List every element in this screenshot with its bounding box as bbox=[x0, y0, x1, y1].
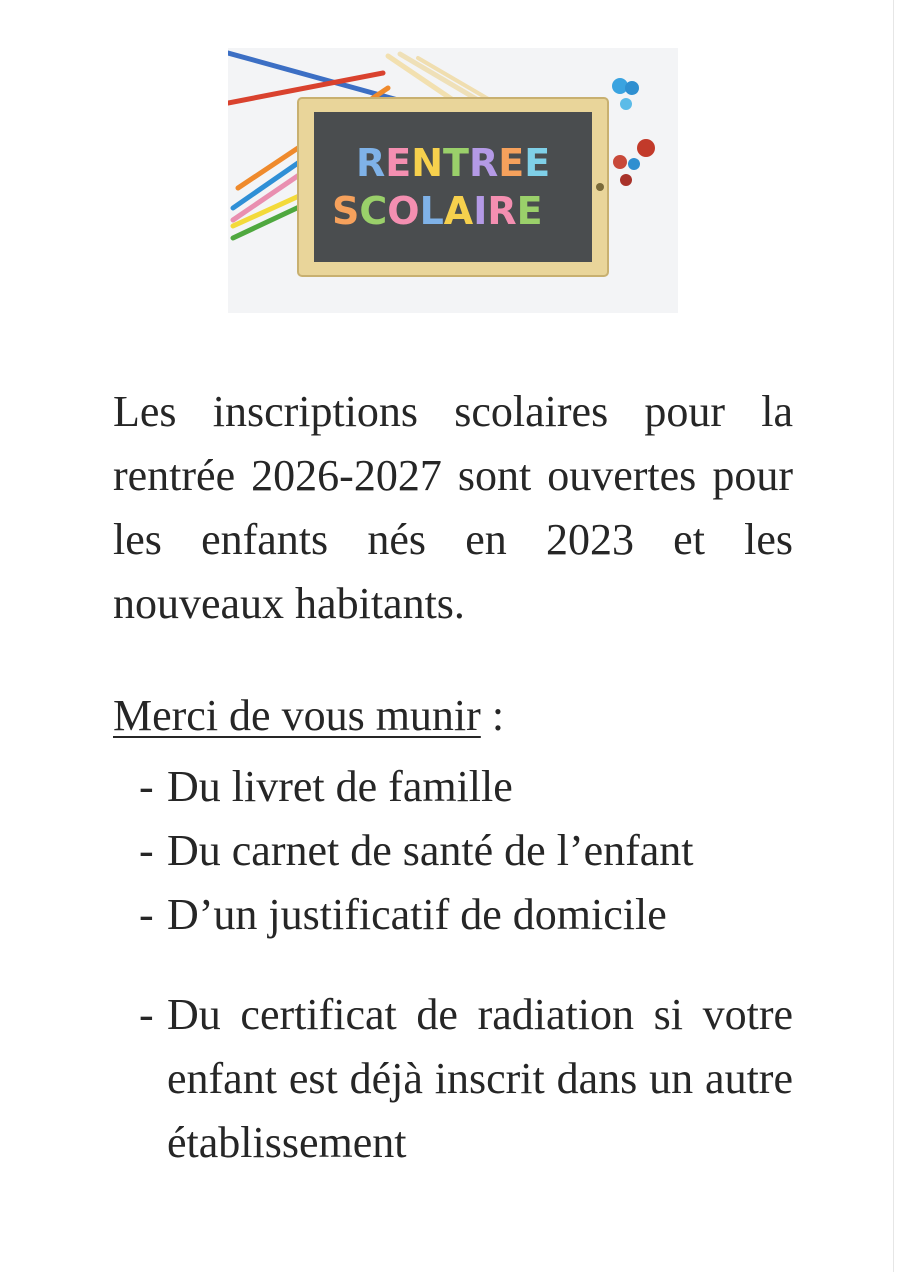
requirements-heading bbox=[113, 684, 504, 748]
list-item bbox=[139, 983, 793, 1175]
slate-line-1: RENTREE bbox=[356, 141, 551, 185]
list-bullet: - bbox=[139, 762, 154, 811]
list-item-text: Du certificat de radiation si votre enfant est déjà inscrit dans un autre établissement bbox=[167, 990, 793, 1167]
requirements-heading-colon: : bbox=[480, 691, 505, 740]
list-bullet: - bbox=[139, 890, 154, 939]
list-item-text: D’un justificatif de domicile bbox=[167, 890, 667, 939]
scan-edge bbox=[893, 0, 894, 1272]
list-item bbox=[139, 755, 793, 819]
requirements-list-extra bbox=[139, 983, 793, 1175]
slate-line-2: SCOLAIRE bbox=[332, 189, 543, 233]
requirements-heading-text: Merci de vous munir bbox=[113, 691, 481, 740]
slate-board bbox=[314, 112, 592, 262]
requirements-list bbox=[139, 755, 793, 947]
list-item-text: Du livret de famille bbox=[167, 762, 513, 811]
list-bullet: - bbox=[139, 826, 154, 875]
list-bullet: - bbox=[139, 990, 154, 1039]
intro-paragraph: Les inscriptions scolaires pour la rentrée 2026-2027 sont ouvertes pour les enfants nés en 2023 et les nouveaux habitants. bbox=[113, 387, 793, 628]
glass-marbles bbox=[612, 78, 655, 186]
list-item bbox=[139, 883, 793, 947]
list-item-text: Du carnet de santé de l’enfant bbox=[167, 826, 694, 875]
list-item bbox=[139, 819, 793, 883]
rentree-scolaire-illustration bbox=[228, 48, 678, 313]
slate-picture bbox=[228, 48, 678, 313]
